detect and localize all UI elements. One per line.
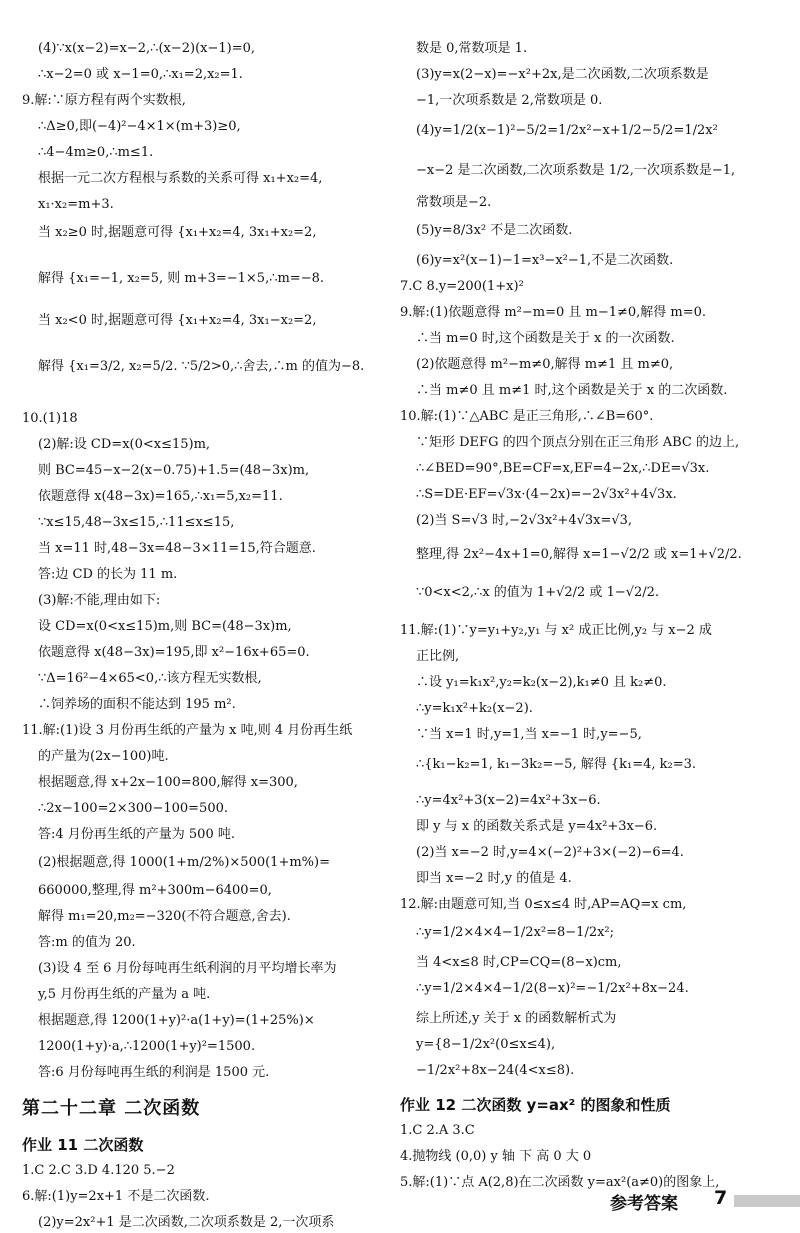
text-line: (2)根据题意,得 1000(1+m/2%)×500(1+m%)= — [38, 855, 330, 870]
text-line: ∵矩形 DEFG 的四个顶点分别在正三角形 ABC 的边上, — [416, 435, 740, 450]
text-line: (6)y=x²(x−1)−1=x³−x²−1,不是二次函数. — [416, 253, 674, 268]
text-line: ∴饲养场的面积不能达到 195 m². — [38, 697, 236, 712]
text-line: 4.抛物线 (0,0) y 轴 下 高 0 大 0 — [400, 1149, 592, 1164]
text-line: ∴y=4x²+3(x−2)=4x²+3x−6. — [416, 793, 601, 808]
text-line: 7.C 8.y=200(1+x)² — [400, 279, 524, 294]
text-line: 依题意得 x(48−3x)=195,即 x²−16x+65=0. — [38, 645, 310, 660]
text-line: ∵0<x<2,∴x 的值为 1+√2/2 或 1−√2/2. — [416, 585, 660, 600]
text-line: 答:边 CD 的长为 11 m. — [38, 567, 178, 582]
text-line: (2)当 S=√3 时,−2√3x²+4√3x=√3, — [416, 513, 633, 528]
text-line: −1,一次项系数是 2,常数项是 0. — [416, 93, 603, 108]
page-number: 7 — [714, 1187, 728, 1209]
text-line: (3)设 4 至 6 月份每吨再生纸利润的月平均增长率为 — [38, 961, 337, 976]
text-line: ∴{k₁−k₂=1, k₁−3k₂=−5, 解得 {k₁=4, k₂=3. — [416, 757, 697, 772]
text-line: 解得 {x₁=−1, x₂=5, 则 m+3=−1×5,∴m=−8. — [38, 271, 325, 286]
text-line: (4)y=1/2(x−1)²−5/2=1/2x²−x+1/2−5/2=1/2x² — [416, 123, 718, 138]
text-line: 则 BC=45−x−2(x−0.75)+1.5=(48−3x)m, — [38, 463, 310, 478]
text-line: ∴y=k₁x²+k₂(x−2). — [416, 701, 533, 716]
page-footer — [610, 1185, 800, 1215]
text-line: ∴∠BED=90°,BE=CF=x,EF=4−2x,∴DE=√3x. — [416, 461, 710, 476]
text-line: 即当 x=−2 时,y 的值是 4. — [416, 871, 572, 886]
text-line: 12.解:由题意可知,当 0≤x≤4 时,AP=AQ=x cm, — [400, 897, 687, 912]
text-line: 即 y 与 x 的函数关系式是 y=4x²+3x−6. — [416, 819, 658, 834]
text-line: ∴y=1/2×4×4−1/2(8−x)²=−1/2x²+8x−24. — [416, 981, 689, 996]
text-line: 10.(1)18 — [22, 411, 78, 426]
text-line: 数是 0,常数项是 1. — [416, 41, 528, 56]
text-line: 11.解:(1)∵y=y₁+y₂,y₁ 与 x² 成正比例,y₂ 与 x−2 成 — [400, 623, 712, 638]
text-line: 当 x₂≥0 时,据题意可得 {x₁+x₂=4, 3x₁+x₂=2, — [38, 225, 317, 240]
text-line: ∴Δ≥0,即(−4)²−4×1×(m+3)≥0, — [38, 119, 241, 134]
text-line: 1.C 2.C 3.D 4.120 5.−2 — [22, 1163, 175, 1178]
text-line: 根据题意,得 x+2x−100=800,解得 x=300, — [38, 775, 298, 790]
text-line: 整理,得 2x²−4x+1=0,解得 x=1−√2/2 或 x=1+√2/2. — [416, 547, 742, 562]
text-line: 设 CD=x(0<x≤15)m,则 BC=(48−3x)m, — [38, 619, 292, 634]
text-line: −1/2x²+8x−24(4<x≤8). — [416, 1063, 575, 1078]
text-line: 10.解:(1)∵△ABC 是正三角形,∴∠B=60°. — [400, 409, 654, 424]
text-line: (2)y=2x²+1 是二次函数,二次项系数是 2,一次项系 — [38, 1215, 335, 1230]
text-line: −x−2 是二次函数,二次项系数是 1/2,一次项系数是−1, — [416, 163, 736, 178]
text-line: ∴2x−100=2×300−100=500. — [38, 801, 228, 816]
text-line: 11.解:(1)设 3 月份再生纸的产量为 x 吨,则 4 月份再生纸 — [22, 723, 353, 738]
chapter-heading: 第二十二章 二次函数 — [22, 1098, 201, 1119]
text-line: 答:4 月份再生纸的产量为 500 吨. — [38, 827, 235, 842]
text-line: ∴S=DE·EF=√3x·(4−2x)=−2√3x²+4√3x. — [416, 487, 677, 502]
text-line: ∴y=1/2×4×4−1/2x²=8−1/2x²; — [416, 925, 615, 940]
text-line: 当 4<x≤8 时,CP=CQ=(8−x)cm, — [416, 955, 622, 970]
text-line: 660000,整理,得 m²+300m−6400=0, — [38, 883, 272, 898]
footer-bar — [734, 1195, 800, 1207]
text-line: 常数项是−2. — [416, 195, 492, 210]
text-line: ∴当 m=0 时,这个函数是关于 x 的一次函数. — [416, 331, 675, 346]
text-line: ∴设 y₁=k₁x²,y₂=k₂(x−2),k₁≠0 且 k₂≠0. — [416, 675, 667, 690]
assignment-heading: 作业 12 二次函数 y=ax² 的图象和性质 — [400, 1096, 671, 1114]
text-line: 根据题意,得 1200(1+y)²·a(1+y)=(1+25%)× — [38, 1013, 315, 1028]
text-line: (2)当 x=−2 时,y=4×(−2)²+3×(−2)−6=4. — [416, 845, 684, 860]
text-line: 6.解:(1)y=2x+1 不是二次函数. — [22, 1189, 210, 1204]
text-line: 9.解:(1)依题意得 m²−m=0 且 m−1≠0,解得 m=0. — [400, 305, 707, 320]
text-line: 答:m 的值为 20. — [38, 935, 136, 950]
text-line: y={8−1/2x²(0≤x≤4), — [416, 1037, 556, 1052]
text-line: 依题意得 x(48−3x)=165,∴x₁=5,x₂=11. — [38, 489, 283, 504]
text-line: (2)依题意得 m²−m≠0,解得 m≠1 且 m≠0, — [416, 357, 674, 372]
text-line: 综上所述,y 关于 x 的函数解析式为 — [416, 1011, 617, 1026]
text-line: (5)y=8/3x² 不是二次函数. — [416, 223, 573, 238]
text-line: 1200(1+y)·a,∴1200(1+y)²=1500. — [38, 1039, 256, 1054]
text-line: 9.解:∵原方程有两个实数根, — [22, 93, 186, 108]
text-line: 正比例, — [416, 649, 460, 664]
text-line: ∵x≤15,48−3x≤15,∴11≤x≤15, — [38, 515, 235, 530]
text-line: ∴x−2=0 或 x−1=0,∴x₁=2,x₂=1. — [38, 67, 243, 82]
text-line: (2)解:设 CD=x(0<x≤15)m, — [38, 437, 211, 452]
text-line: ∴4−4m≥0,∴m≤1. — [38, 145, 154, 160]
text-line: (3)解:不能,理由如下: — [38, 593, 161, 608]
text-line: (3)y=x(2−x)=−x²+2x,是二次函数,二次项系数是 — [416, 67, 709, 82]
footer-label: 参考答案 — [610, 1194, 678, 1214]
text-line: 当 x₂<0 时,据题意可得 {x₁+x₂=4, 3x₁−x₂=2, — [38, 313, 317, 328]
text-line: 1.C 2.A 3.C — [400, 1123, 475, 1138]
text-line: 解得 {x₁=3/2, x₂=5/2. ∵5/2>0,∴舍去,∴m 的值为−8. — [38, 359, 365, 374]
text-line: 解得 m₁=20,m₂=−320(不符合题意,舍去). — [38, 909, 291, 924]
text-line: 的产量为(2x−100)吨. — [38, 749, 169, 764]
text-line: (4)∵x(x−2)=x−2,∴(x−2)(x−1)=0, — [38, 41, 256, 56]
text-line: x₁·x₂=m+3. — [38, 197, 114, 212]
text-line: ∴当 m≠0 且 m≠1 时,这个函数是关于 x 的二次函数. — [416, 383, 728, 398]
text-line: 答:6 月份每吨再生纸的利润是 1500 元. — [38, 1065, 270, 1080]
assignment-heading: 作业 11 二次函数 — [22, 1136, 144, 1154]
text-line: 5.解:(1)∵点 A(2,8)在二次函数 y=ax²(a≠0)的图象上, — [400, 1175, 720, 1190]
text-line: ∵Δ=16²−4×65<0,∴该方程无实数根, — [38, 671, 262, 686]
text-line: 当 x=11 时,48−3x=48−3×11=15,符合题意. — [38, 541, 316, 556]
text-line: 根据一元二次方程根与系数的关系可得 x₁+x₂=4, — [38, 171, 323, 186]
text-line: ∵当 x=1 时,y=1,当 x=−1 时,y=−5, — [416, 727, 642, 742]
text-line: y,5 月份再生纸的产量为 a 吨. — [38, 987, 211, 1002]
